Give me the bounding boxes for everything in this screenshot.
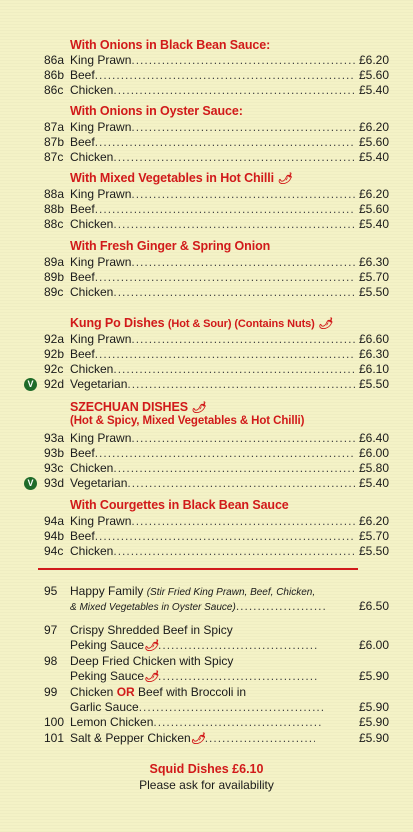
menu-item-88a <box>0 187 413 202</box>
item-number: 92a <box>44 332 65 346</box>
item-name: King Prawn ..... <box>70 187 355 202</box>
heading-text: Kung Po Dishes <box>70 316 165 330</box>
item-price: £6.10 <box>358 362 389 376</box>
menu-item-93d <box>0 476 413 491</box>
item-price: £5.40 <box>358 476 389 490</box>
menu-item-94a <box>0 514 413 529</box>
or-label: OR <box>116 685 135 699</box>
heading-text: With Mixed Vegetables in Hot Chilli <box>70 171 275 185</box>
item-price: £5.80 <box>358 461 389 475</box>
item-price: £5.50 <box>358 285 389 299</box>
menu-item-93c <box>0 461 413 476</box>
item-price: £6.30 <box>358 347 389 361</box>
section-heading-88 <box>70 171 291 185</box>
item-price: £6.50 <box>358 599 389 613</box>
item-number: 86c <box>44 83 64 97</box>
item-number: 99 <box>44 685 58 699</box>
leader-dots <box>153 715 323 730</box>
chili-icon: 🌶 <box>277 173 292 185</box>
item-number: 94b <box>44 529 65 543</box>
item-price: £6.20 <box>358 187 389 201</box>
leader-dots <box>205 731 315 746</box>
item-number: 86a <box>44 53 65 67</box>
item-number: 89b <box>44 270 65 284</box>
item-note-line <box>70 599 325 615</box>
item-number: 93c <box>44 461 64 475</box>
item-name: Lemon Chicken <box>70 715 154 729</box>
menu-item-94c <box>0 544 413 559</box>
item-name: Beef with Broccoli in <box>138 685 247 699</box>
chili-icon: 🌶 <box>190 733 205 745</box>
item-name-line <box>70 685 330 700</box>
item-number: 100 <box>44 715 65 729</box>
menu-item-89b <box>0 270 413 285</box>
menu-item-92c <box>0 362 413 377</box>
item-number: 98 <box>44 654 58 668</box>
leader-dots <box>158 638 318 653</box>
item-name: King Prawn ..... <box>70 255 355 270</box>
item-name: Chicken ..... <box>70 461 355 476</box>
item-price: £5.60 <box>358 202 389 216</box>
squid-dishes-title: Squid Dishes £6.10 <box>149 762 264 776</box>
section-heading-92 <box>70 316 332 330</box>
item-number: 92b <box>44 347 65 361</box>
item-price: £6.20 <box>358 514 389 528</box>
vegetarian-icon: V <box>24 378 37 391</box>
item-price: £6.30 <box>358 255 389 269</box>
item-price: £5.40 <box>358 217 389 231</box>
section-heading-89: With Fresh Ginger & Spring Onion <box>70 239 271 253</box>
item-name-line <box>70 715 325 730</box>
item-name: Chicken ..... <box>70 83 355 98</box>
section-subheading-93: (Hot & Spicy, Mixed Vegetables & Hot Chilli) <box>70 415 305 427</box>
item-price: £5.90 <box>358 669 389 683</box>
item-number: 88a <box>44 187 65 201</box>
heading-subtext: (Hot & Sour) (Contains Nuts) <box>167 318 315 330</box>
menu-item-87a <box>0 120 413 135</box>
item-name: Peking Sauce <box>70 638 145 652</box>
item-price: £5.50 <box>358 377 389 391</box>
item-price: £6.00 <box>358 638 389 652</box>
item-price: £6.20 <box>358 53 389 67</box>
availability-note: Please ask for availability <box>139 778 274 792</box>
item-price: £5.90 <box>358 731 389 745</box>
menu-item-93b <box>0 446 413 461</box>
item-name: Beef ..... <box>70 446 355 461</box>
item-name: King Prawn ..... <box>70 514 355 529</box>
item-note: (Stir Fried King Prawn, Beef, Chicken, <box>146 587 316 598</box>
menu-item-89c <box>0 285 413 300</box>
item-name: King Prawn ..... <box>70 53 355 68</box>
item-number: 87a <box>44 120 65 134</box>
item-number: 94c <box>44 544 64 558</box>
item-name: Chicken ..... <box>70 285 355 300</box>
item-number: 92c <box>44 362 64 376</box>
item-number: 89c <box>44 285 64 299</box>
item-name: Happy Family <box>70 584 144 598</box>
item-price: £5.90 <box>358 700 389 714</box>
chili-icon: 🌶 <box>144 640 159 652</box>
item-price: £6.20 <box>358 120 389 134</box>
item-name: Vegetarian ..... <box>70 377 355 392</box>
leader-dots <box>139 700 324 715</box>
menu-item-87b <box>0 135 413 150</box>
item-name: Chicken ..... <box>70 217 355 232</box>
leader-dots <box>158 669 318 684</box>
item-price: £5.40 <box>358 150 389 164</box>
menu-item-86c <box>0 83 413 98</box>
item-name: Beef ..... <box>70 68 355 83</box>
chili-icon: 🌶 <box>318 318 332 330</box>
item-name: Peking Sauce <box>70 669 145 683</box>
chili-icon: 🌶 <box>144 671 159 683</box>
item-name: Chicken <box>70 685 114 699</box>
section-heading-94: With Courgettes in Black Bean Sauce <box>70 498 289 512</box>
item-price: £5.60 <box>358 68 389 82</box>
item-name-line <box>70 700 325 715</box>
menu-item-88c <box>0 217 413 232</box>
menu-item-94b <box>0 529 413 544</box>
item-name: King Prawn ..... <box>70 431 355 446</box>
item-number: 92d <box>44 377 65 391</box>
item-number: 101 <box>44 731 65 745</box>
item-price: £5.60 <box>358 135 389 149</box>
item-name: King Prawn ..... <box>70 120 355 135</box>
item-name-line <box>70 731 325 747</box>
menu-item-89a <box>0 255 413 270</box>
item-number: 95 <box>44 584 58 598</box>
section-heading-87: With Onions in Oyster Sauce: <box>70 104 243 118</box>
item-price: £5.90 <box>358 715 389 729</box>
menu-item-88b <box>0 202 413 217</box>
item-name: Vegetarian ..... <box>70 476 355 491</box>
item-number: 93b <box>44 446 65 460</box>
section-heading-93 <box>70 400 205 414</box>
vegetarian-icon: V <box>24 477 37 490</box>
heading-text: SZECHUAN DISHES <box>70 400 188 414</box>
item-number: 86b <box>44 68 65 82</box>
item-name-line <box>70 584 330 600</box>
item-number: 88c <box>44 217 64 231</box>
item-number: 97 <box>44 623 58 637</box>
item-price: £6.60 <box>358 332 389 346</box>
item-name-line <box>70 669 325 685</box>
section-divider <box>38 568 358 570</box>
item-name: Beef ..... <box>70 347 355 362</box>
item-name: King Prawn ..... <box>70 332 355 347</box>
item-name-line <box>70 638 325 654</box>
item-name: Chicken ..... <box>70 150 355 165</box>
item-name: Deep Fried Chicken with Spicy <box>70 654 234 668</box>
item-name: Chicken ..... <box>70 544 355 559</box>
item-number: 88b <box>44 202 65 216</box>
menu-item-92d <box>0 377 413 392</box>
item-name: Beef ..... <box>70 270 355 285</box>
section-heading-86: With Onions in Black Bean Sauce: <box>70 38 271 52</box>
item-price: £5.70 <box>358 529 389 543</box>
item-name: Crispy Shredded Beef in Spicy <box>70 623 233 637</box>
item-name: Chicken ..... <box>70 362 355 377</box>
menu-item-93a <box>0 431 413 446</box>
item-number: 94a <box>44 514 65 528</box>
item-number: 89a <box>44 255 65 269</box>
item-name: Salt & Pepper Chicken <box>70 731 191 745</box>
menu-item-92a <box>0 332 413 347</box>
item-price: £5.70 <box>358 270 389 284</box>
leader-dots <box>236 599 326 614</box>
item-number: 87c <box>44 150 64 164</box>
menu-item-86b <box>0 68 413 83</box>
item-name: Beef ..... <box>70 529 355 544</box>
item-number: 93d <box>44 476 65 490</box>
item-name: Garlic Sauce <box>70 700 139 714</box>
menu-item-87c <box>0 150 413 165</box>
item-number: 87b <box>44 135 65 149</box>
item-price: £5.40 <box>358 83 389 97</box>
item-price: £6.40 <box>358 431 389 445</box>
item-number: 93a <box>44 431 65 445</box>
item-name: Beef ..... <box>70 135 355 150</box>
menu-item-92b <box>0 347 413 362</box>
item-name: Beef ..... <box>70 202 355 217</box>
item-price: £5.50 <box>358 544 389 558</box>
item-note: & Mixed Vegetables in Oyster Sauce) <box>70 602 236 613</box>
item-price: £6.00 <box>358 446 389 460</box>
menu-item-86a <box>0 53 413 68</box>
chili-icon: 🌶 <box>191 402 206 414</box>
